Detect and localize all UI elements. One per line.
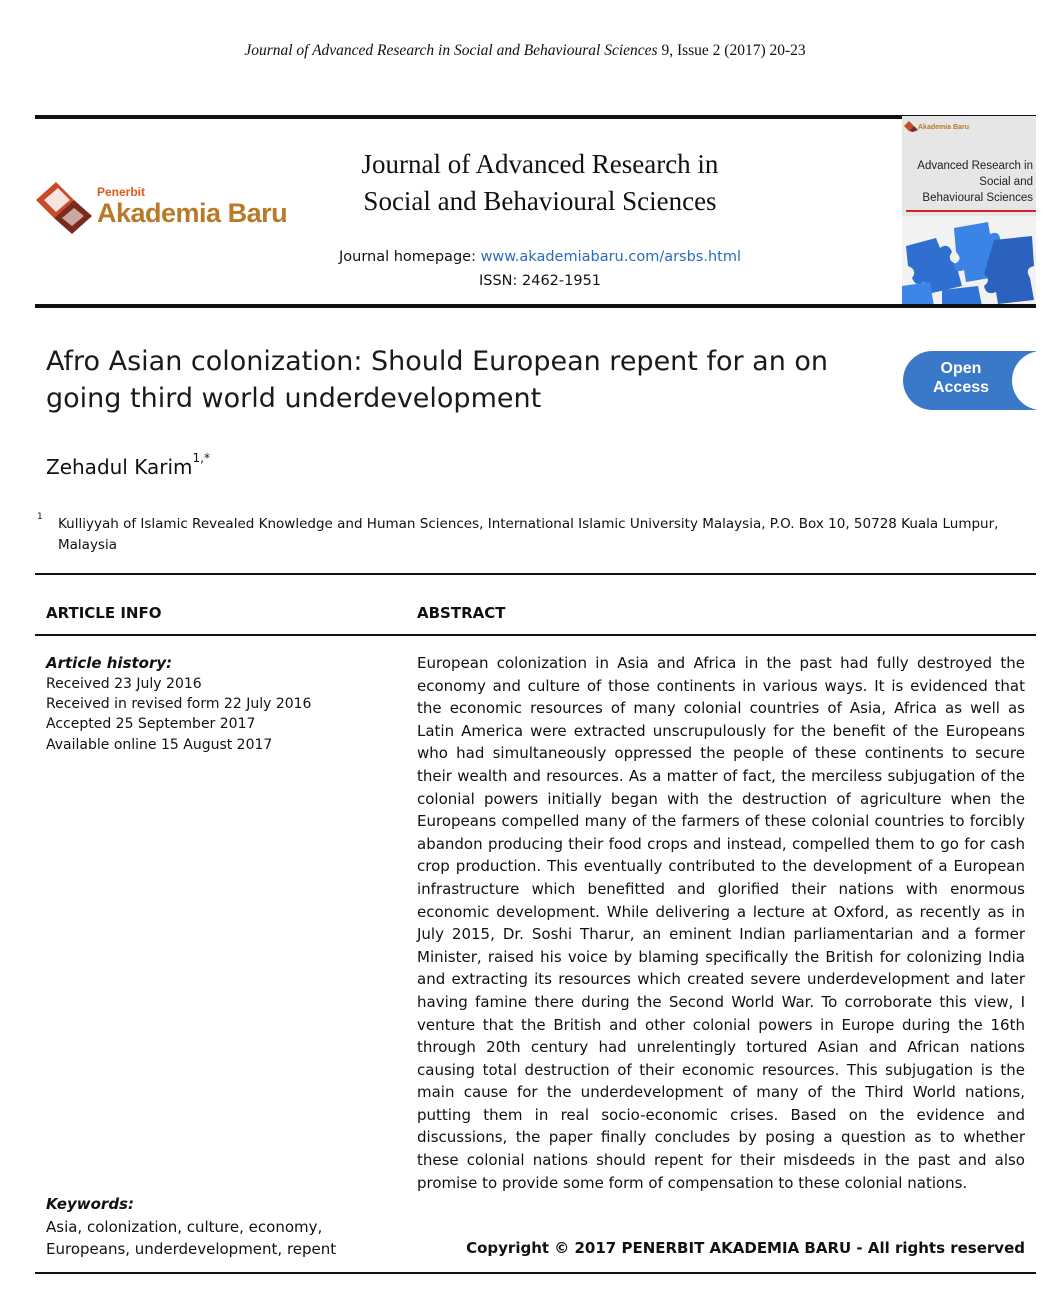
affiliation-rule — [35, 573, 1036, 575]
issn: ISSN: 2462-1951 — [478, 273, 602, 289]
publisher-small-label: Penerbit — [97, 185, 146, 199]
open-access-line1: Open — [940, 360, 982, 377]
open-access-badge — [903, 351, 1036, 410]
abstract-text: European colonization in Asia and Africa in the past had fully destroyed the economy and culture of those continents in various ways. It is evidenced that the economic resources of many colonial countries of Asia, Africa as well as Latin America were extracted unscrupulously for the benefit of the Europeans who had simultaneously oppressed the people of these continents to secure their wealth and resources. As a matter of fact, the merciless subjugation of the colonial powers initially began with the destruction of agriculture when the Europeans compelled many of the farmers of these colonial countries to forcibly abandon producing their food crops and instead, compelled them to go for cash crop production. This eventually contributed to the development of a European infrastructure which benefitted and glorified their nations with enormous economic development. While delivering a lecture at Oxford, as recently as in July 2015, Dr. Soshi Tharur, an eminent Indian parliamentarian and a former Minister, raised his voice by blaming specifically the British for colonizing India and extracting its resources which created severe underdevelopment and later having famine there during the Second World War. To corroborate this view, I venture that the British and other colonial powers in Europe during the 16th through 20th century had unrelentingly tortured Asian and African nations causing total destruction of their economic resources. This subjugation is the main cause for the underdevelopment of many of the Third World nations, putting them in real socio-economic crises. Based on the evidence and discussions, the paper finally concludes by posing a question as to whether these colonial nations should repent for their misdeeds in the past and also promise to provide some form of compensation to these colonial nations. — [417, 654, 1025, 1192]
cover-title-line1: Advanced Research in — [917, 160, 1033, 172]
footer-rule — [35, 1272, 1036, 1274]
homepage-label: Journal homepage: — [338, 249, 481, 265]
author-superscript: 1,* — [192, 451, 210, 466]
author — [46, 451, 210, 479]
keywords-title: Keywords: — [46, 1195, 134, 1213]
puzzle-pieces-icon — [902, 216, 1036, 306]
history-accepted: Accepted 25 September 2017 — [46, 716, 256, 732]
section-heading-rule — [35, 634, 1036, 636]
journal-homepage — [270, 249, 810, 265]
cover-logo-icon — [904, 120, 918, 132]
affiliation-number: 1 — [37, 512, 43, 522]
cover-logo-text: Akademia Baru — [918, 124, 969, 131]
header-top-rule — [35, 115, 1036, 119]
homepage-link[interactable]: www.akademiabaru.com/arsbs.html — [480, 249, 741, 265]
open-access-line2: Access — [932, 379, 990, 396]
history-received: Received 23 July 2016 — [46, 676, 202, 692]
history-revised: Received in revised form 22 July 2016 — [46, 696, 312, 712]
copyright-notice: Copyright © 2017 PENERBIT AKADEMIA BARU - All rights reserved — [466, 1239, 1025, 1257]
journal-cover-thumbnail — [902, 116, 1036, 306]
journal-title-line1: Journal of Advanced Research in — [361, 149, 719, 179]
article-history-title: Article history: — [46, 654, 173, 672]
journal-title-line2: Social and Behavioural Sciences — [363, 186, 717, 216]
keywords-list: Asia, colonization, culture, economy, Europeans, underdevelopment, repent — [46, 1218, 337, 1258]
article-title-line1: Afro Asian colonization: Should European repent for an on — [46, 346, 829, 377]
cover-title-line3: Behavioural Sciences — [922, 192, 1033, 204]
article-title-line2: going third world underdevelopment — [46, 383, 542, 414]
publisher-name: Akademia Baru — [97, 198, 288, 228]
open-access-label — [903, 359, 1019, 397]
running-head-issue: 9, Issue 2 (2017) 20-23 — [657, 42, 806, 59]
history-available-online: Available online 15 August 2017 — [46, 737, 273, 753]
article-title — [46, 343, 866, 417]
cover-title-line2: Social and — [979, 176, 1033, 188]
affiliation: Kulliyyah of Islamic Revealed Knowledge and Human Sciences, International Islamic University Malaysia, P.O. Box 10, 50728 Kuala Lumpur, Malaysia — [58, 516, 999, 553]
journal-title — [280, 146, 800, 220]
cover-red-line — [906, 210, 1036, 212]
header-bottom-rule — [35, 304, 1036, 308]
abstract-heading: ABSTRACT — [417, 604, 506, 622]
running-head-journal: Journal of Advanced Research in Social and Behavioural Sciences — [244, 42, 658, 59]
cover-title — [902, 158, 1033, 206]
author-name: Zehadul Karim — [46, 455, 193, 479]
running-head — [0, 42, 1050, 60]
article-info-heading: ARTICLE INFO — [46, 604, 162, 622]
